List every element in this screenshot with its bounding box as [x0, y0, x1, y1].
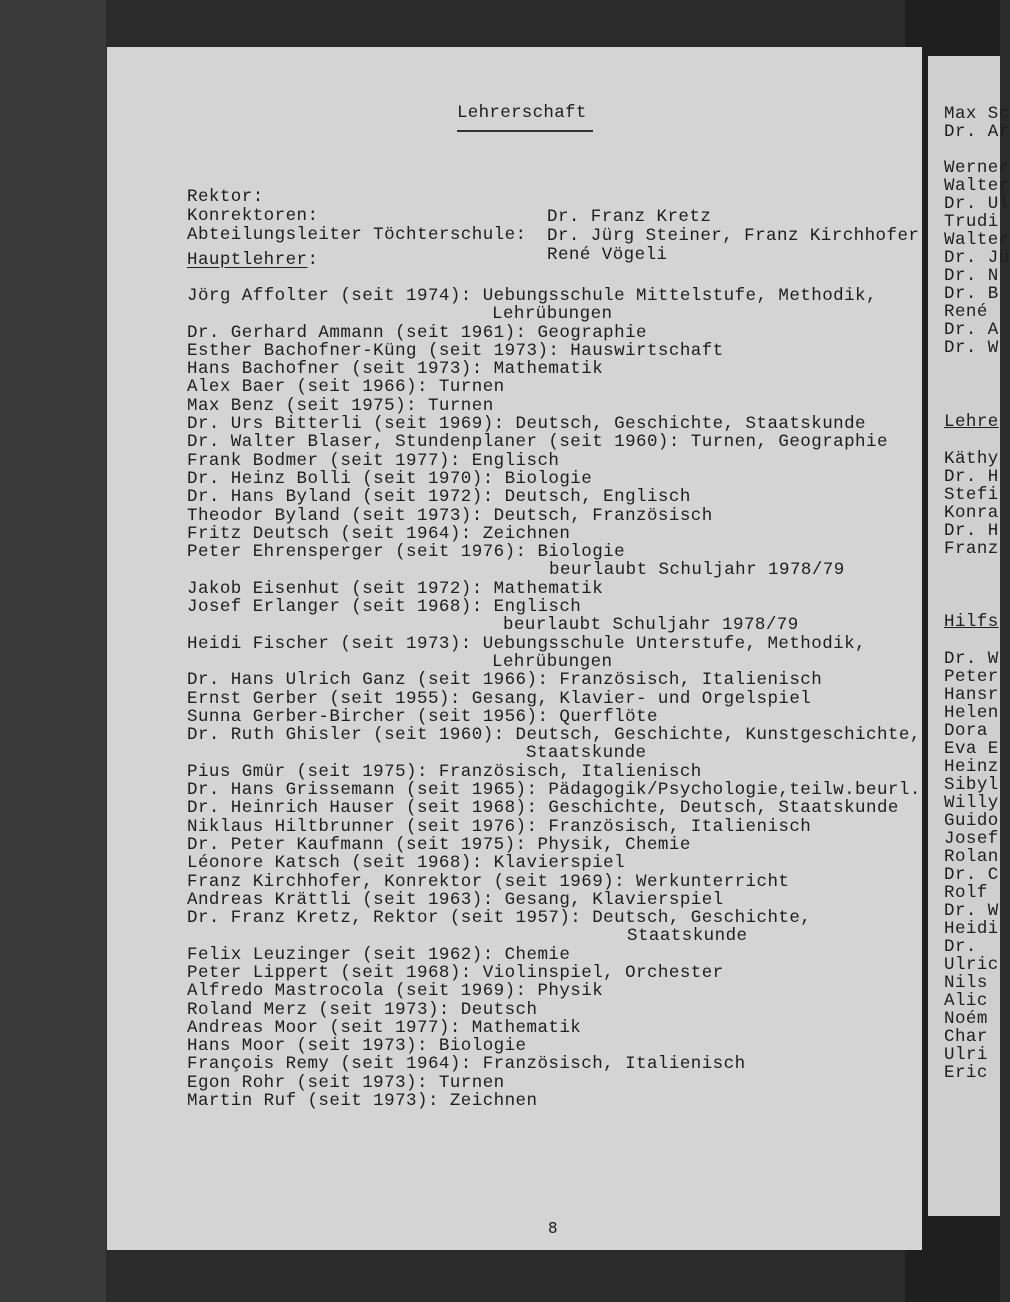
- section-heading-colon: :: [307, 250, 319, 270]
- teacher-entry: Josef Erlanger (seit 1968): Englisch: [187, 597, 582, 618]
- facing-page-line: Dr. Ar: [944, 122, 1010, 142]
- teacher-entry: Fritz Deutsch (seit 1964): Zeichnen: [187, 523, 571, 544]
- facing-page-line: René: [944, 302, 988, 322]
- facing-page-line: Dr.: [944, 937, 977, 957]
- teacher-entry: Esther Bachofner-Küng (seit 1973): Hauswirtschaft: [187, 340, 724, 361]
- facing-page-line: Werner: [944, 158, 1010, 178]
- teacher-entry: Peter Lippert (seit 1968): Violinspiel, Orchester: [187, 962, 724, 983]
- teacher-entry: Andreas Moor (seit 1977): Mathematik: [187, 1017, 582, 1038]
- facing-page-line: Rolan: [944, 847, 999, 867]
- facing-page-line: Rolf: [944, 883, 988, 903]
- facing-page-line: Max Sc: [944, 104, 1010, 124]
- facing-page-line: Dr. W: [944, 901, 999, 921]
- leadership-label: Rektor:: [187, 187, 264, 207]
- facing-page-line: Willy: [944, 793, 999, 813]
- leadership-value: Dr. Franz Kretz: [547, 207, 712, 227]
- leadership-label: Konrektoren:: [187, 206, 319, 226]
- facing-page-line: Dr. Ul: [944, 194, 1010, 214]
- section-heading-text: Hauptlehrer: [187, 250, 308, 270]
- facing-page-line: Nils: [944, 973, 988, 993]
- facing-page-line: Peter: [944, 667, 999, 687]
- facing-page-line: Dr. H: [944, 521, 999, 541]
- facing-page-line: Dr. B: [944, 284, 999, 304]
- facing-page-heading: Lehre: [944, 412, 999, 432]
- facing-page-line: Konra: [944, 503, 999, 523]
- teacher-entry: Alex Baer (seit 1966): Turnen: [187, 377, 505, 398]
- facing-page-line: Franz: [944, 539, 999, 559]
- facing-page-line: Guido: [944, 811, 999, 831]
- facing-page-line: Char: [944, 1027, 988, 1047]
- facing-page-line: Dr. W: [944, 649, 999, 669]
- teacher-entry: Max Benz (seit 1975): Turnen: [187, 395, 494, 416]
- facing-page-heading: Hilfs: [944, 612, 999, 632]
- facing-page-line: Josef: [944, 829, 999, 849]
- scan-background-left: [0, 0, 106, 1302]
- teacher-entry: Dr. Ruth Ghisler (seit 1960): Deutsch, Geschichte, Kunstgeschichte,: [187, 725, 921, 746]
- teacher-entry: Egon Rohr (seit 1973): Turnen: [187, 1072, 505, 1093]
- facing-page-line: Dr. A: [944, 320, 999, 340]
- facing-page-line: Ulric: [944, 955, 999, 975]
- teacher-entry: Theodor Byland (seit 1973): Deutsch, Französisch: [187, 505, 713, 526]
- leadership-value: Dr. Jürg Steiner, Franz Kirchhofer: [547, 226, 920, 246]
- document-page: [107, 47, 922, 1250]
- facing-page-line: Noém: [944, 1009, 988, 1029]
- facing-page-line: Walter: [944, 230, 1010, 250]
- teacher-entry: Roland Merz (seit 1973): Deutsch: [187, 999, 538, 1020]
- teacher-entry: Felix Leuzinger (seit 1962): Chemie: [187, 944, 571, 965]
- teacher-entry: Dr. Hans Byland (seit 1972): Deutsch, Englisch: [187, 487, 691, 508]
- facing-page-line: Hansr: [944, 685, 999, 705]
- facing-page-line: Dr. H: [944, 467, 999, 487]
- teacher-entry: Léonore Katsch (seit 1968): Klavierspiel: [187, 853, 626, 874]
- teacher-entry: Dr. Peter Kaufmann (seit 1975): Physik, Chemie: [187, 834, 691, 855]
- section-heading-hauptlehrer: [187, 250, 318, 270]
- facing-page-line: Walter: [944, 176, 1010, 196]
- leadership-value: René Vögeli: [547, 245, 668, 265]
- teacher-entry: Dr. Walter Blaser, Stundenplaner (seit 1960): Turnen, Geographie: [187, 432, 888, 453]
- leadership-label: Abteilungsleiter Töchterschule:: [187, 225, 527, 245]
- facing-page-line: Dr. N: [944, 266, 999, 286]
- facing-page-line: Dr. Jü: [944, 248, 1010, 268]
- facing-page-line: Heinz: [944, 757, 999, 777]
- teacher-entry: Jörg Affolter (seit 1974): Uebungsschule Mittelstufe, Methodik,: [187, 286, 877, 306]
- teacher-entry: Sunna Gerber-Bircher (seit 1956): Querflöte: [187, 706, 658, 727]
- teacher-entry: Dr. Urs Bitterli (seit 1969): Deutsch, Geschichte, Staatskunde: [187, 414, 867, 435]
- facing-page-line: Stefi: [944, 485, 999, 505]
- teacher-entry: Franz Kirchhofer, Konrektor (seit 1969): Werkunterricht: [187, 871, 790, 892]
- teacher-entry: Dr. Heinz Bolli (seit 1970): Biologie: [187, 468, 593, 489]
- facing-page-line: Eric: [944, 1063, 988, 1083]
- teacher-entry-continuation: Staatskunde: [526, 743, 647, 764]
- teacher-entry: Hans Bachofner (seit 1973): Mathematik: [187, 359, 604, 380]
- teacher-entry: François Remy (seit 1964): Französisch, Italienisch: [187, 1054, 746, 1075]
- facing-page-line: Heidi: [944, 919, 999, 939]
- facing-page-line: Sibyl: [944, 775, 999, 795]
- title-underline: [457, 130, 593, 132]
- teacher-entry: Jakob Eisenhut (seit 1972): Mathematik: [187, 578, 604, 599]
- teacher-entry-continuation: Staatskunde: [627, 926, 748, 947]
- teacher-entry: Ernst Gerber (seit 1955): Gesang, Klavier- und Orgelspiel: [187, 688, 812, 709]
- teacher-entry: Peter Ehrensperger (seit 1976): Biologie: [187, 542, 626, 563]
- teacher-entry: Pius Gmür (seit 1975): Französisch, Italienisch: [187, 761, 702, 782]
- facing-page-line: Ulri: [944, 1045, 988, 1065]
- teacher-list: [187, 287, 922, 1110]
- page-number: 8: [548, 1219, 558, 1237]
- teacher-entry: Dr. Franz Kretz, Rektor (seit 1957): Deutsch, Geschichte,: [187, 908, 812, 929]
- teacher-entry: Alfredo Mastrocola (seit 1969): Physik: [187, 981, 604, 1002]
- teacher-entry-continuation: beurlaubt Schuljahr 1978/79: [549, 560, 845, 581]
- teacher-entry: Martin Ruf (seit 1973): Zeichnen: [187, 1091, 538, 1112]
- teacher-entry: Hans Moor (seit 1973): Biologie: [187, 1036, 527, 1057]
- teacher-entry-continuation: beurlaubt Schuljahr 1978/79: [503, 615, 799, 636]
- facing-page-line: Trudi: [944, 212, 999, 232]
- facing-page-line: Dora: [944, 721, 988, 741]
- page-title: Lehrerschaft: [457, 103, 587, 123]
- teacher-entry: Dr. Hans Grissemann (seit 1965): Pädagogik/Psychologie,teilw.beurl.: [187, 780, 921, 801]
- facing-page-line: Helen: [944, 703, 999, 723]
- teacher-entry: Heidi Fischer (seit 1973): Uebungsschule Unterstufe, Methodik,: [187, 633, 867, 654]
- teacher-entry: Dr. Hans Ulrich Ganz (seit 1966): Französisch, Italienisch: [187, 670, 823, 691]
- teacher-entry-continuation: Lehrübungen: [492, 651, 613, 672]
- teacher-entry-continuation: Lehrübungen: [492, 304, 613, 325]
- teacher-entry: Niklaus Hiltbrunner (seit 1976): Französisch, Italienisch: [187, 816, 812, 837]
- teacher-entry: Andreas Krättli (seit 1963): Gesang, Klavierspiel: [187, 889, 724, 910]
- leadership-row-abteilungsleiter: [107, 205, 922, 285]
- facing-page: [928, 56, 1010, 1216]
- teacher-entry: Dr. Heinrich Hauser (seit 1968): Geschichte, Deutsch, Staatskunde: [187, 798, 899, 819]
- teacher-entry: Frank Bodmer (seit 1977): Englisch: [187, 450, 560, 471]
- facing-page-line: Dr. W: [944, 338, 999, 358]
- facing-page-line: Dr. C: [944, 865, 999, 885]
- facing-page-line: Eva E: [944, 739, 999, 759]
- teacher-entry: Dr. Gerhard Ammann (seit 1961): Geographie: [187, 322, 647, 343]
- facing-page-line: Alic: [944, 991, 988, 1011]
- facing-page-line: Käthy: [944, 449, 999, 469]
